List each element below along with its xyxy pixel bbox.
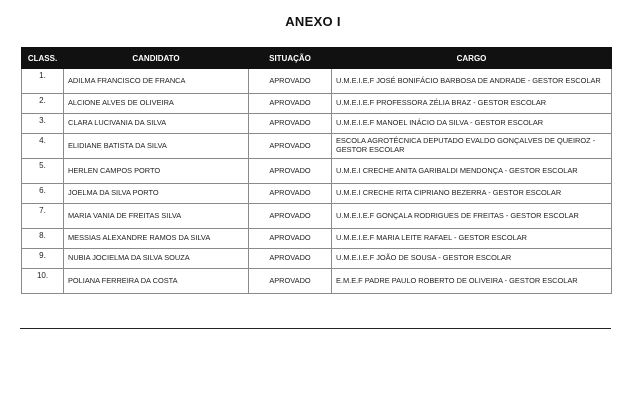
class-cell: 6. [22,184,64,204]
class-cell: 9. [22,249,64,269]
table-row [22,204,612,229]
table-row [22,249,612,269]
column-header-role: CARGO [332,48,612,69]
situation-cell: APROVADO [249,229,332,249]
table-header [22,48,612,69]
situation-cell: APROVADO [249,94,332,114]
header-row [22,48,612,69]
table-row [22,69,612,94]
candidate-cell: CLARA LUCIVANIA DA SILVA [64,114,249,134]
role-cell: U.M.E.I.E.F GONÇALA RODRIGUES DE FREITAS - GESTOR ESCOLAR [332,204,612,229]
table-row [22,159,612,184]
class-cell: 1. [22,69,64,94]
situation-cell: APROVADO [249,159,332,184]
role-cell: E.M.E.F PADRE PAULO ROBERTO DE OLIVEIRA - GESTOR ESCOLAR [332,269,612,294]
class-cell: 3. [22,114,64,134]
situation-cell: APROVADO [249,114,332,134]
table-row [22,269,612,294]
column-header-class: CLASS. [22,48,64,69]
table-row [22,114,612,134]
candidate-cell: ELIDIANE BATISTA DA SILVA [64,134,249,159]
situation-cell: APROVADO [249,249,332,269]
role-cell: U.M.E.I.E.F JOSÉ BONIFÁCIO BARBOSA DE ANDRADE - GESTOR ESCOLAR [332,69,612,94]
candidate-cell: JOELMA DA SILVA PORTO [64,184,249,204]
column-header-situation: SITUAÇÃO [249,48,332,69]
candidate-cell: ADILMA FRANCISCO DE FRANCA [64,69,249,94]
table-row [22,229,612,249]
class-cell: 2. [22,94,64,114]
table-body [22,69,612,294]
role-cell: ESCOLA AGROTÉCNICA DEPUTADO EVALDO GONÇALVES DE QUEIROZ - GESTOR ESCOLAR [332,134,612,159]
candidate-cell: POLIANA FERREIRA DA COSTA [64,269,249,294]
horizontal-divider [20,328,611,329]
situation-cell: APROVADO [249,134,332,159]
table-row [22,94,612,114]
class-cell: 4. [22,134,64,159]
results-table [21,47,612,294]
candidate-cell: NUBIA JOCIELMA DA SILVA SOUZA [64,249,249,269]
situation-cell: APROVADO [249,184,332,204]
situation-cell: APROVADO [249,69,332,94]
class-cell: 5. [22,159,64,184]
table-row [22,134,612,159]
role-cell: U.M.E.I CRECHE RITA CIPRIANO BEZERRA - GESTOR ESCOLAR [332,184,612,204]
page-title: ANEXO I [285,14,341,29]
role-cell: U.M.E.I.E.F MANOEL INÁCIO DA SILVA - GESTOR ESCOLAR [332,114,612,134]
role-cell: U.M.E.I.E.F PROFESSORA ZÉLIA BRAZ - GESTOR ESCOLAR [332,94,612,114]
candidate-cell: ALCIONE ALVES DE OLIVEIRA [64,94,249,114]
table-row [22,184,612,204]
class-cell: 7. [22,204,64,229]
role-cell: U.M.E.I.E.F JOÃO DE SOUSA - GESTOR ESCOLAR [332,249,612,269]
situation-cell: APROVADO [249,269,332,294]
class-cell: 8. [22,229,64,249]
role-cell: U.M.E.I CRECHE ANITA GARIBALDI MENDONÇA - GESTOR ESCOLAR [332,159,612,184]
class-cell: 10. [22,269,64,294]
candidate-cell: MARIA VANIA DE FREITAS SILVA [64,204,249,229]
candidate-cell: HERLEN CAMPOS PORTO [64,159,249,184]
situation-cell: APROVADO [249,204,332,229]
candidate-cell: MESSIAS ALEXANDRE RAMOS DA SILVA [64,229,249,249]
column-header-candidate: CANDIDATO [64,48,249,69]
role-cell: U.M.E.I.E.F MARIA LEITE RAFAEL - GESTOR ESCOLAR [332,229,612,249]
